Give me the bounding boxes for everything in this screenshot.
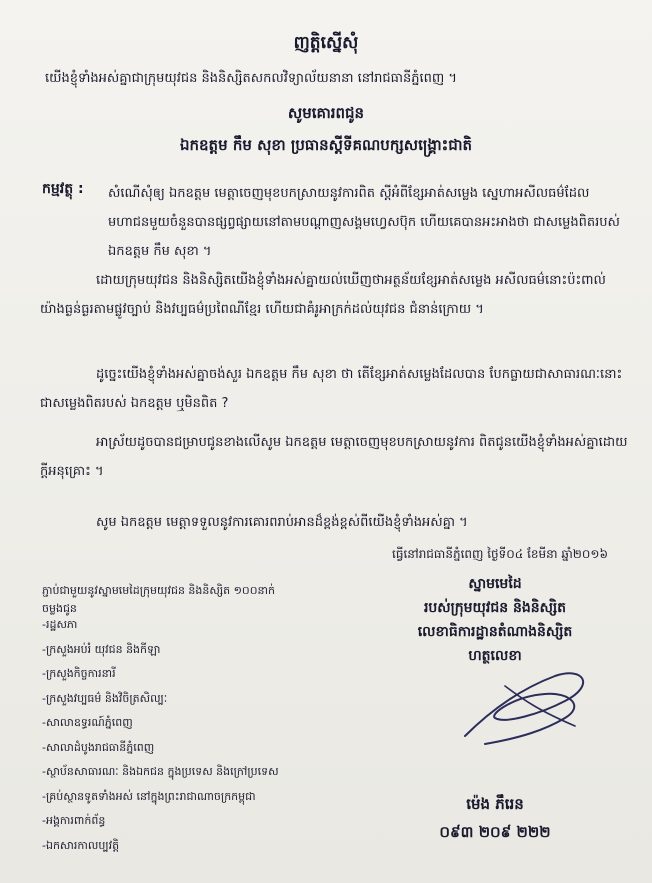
cc-list-item: -ក្រសួងអប់រំ យុវជន និងកីឡា <box>42 642 161 656</box>
subject-body: សំណើសុំឲ្យ ឯកឧត្តម មេត្តាចេញមុខបកស្រាយនូវការពិត ស្ដីអំពីខ្សែអាត់សម្លេង ស្នេហាអសីលធម៌ដែលមហាជនមួយចំនួនបានផ្សព្វផ្សាយនៅតាមបណ្ដាញសង្គមហ្វេសប៊ុក ហើយគេបានអះអាងថា ជាសម្លេងពិតរបស់ ឯកឧត្តម កឹម សុខា ។ <box>108 186 620 259</box>
signer-name: ម៉េង ភឹរេន <box>466 795 524 813</box>
signer-phone: ០៩៣ ២០៩ ២២២ <box>439 823 551 841</box>
recipient-salutation: សូមគោរពជូន <box>287 104 365 122</box>
cc-list-item: -រដ្ឋសភា <box>42 618 78 631</box>
cc-list-item: -ស្ថាប័នសាធារណៈ និងឯកជន ក្នុងប្រទេស និងក្រៅប្រទេស <box>42 765 279 778</box>
cc-attachment-note: ភ្ជាប់ជាមួយនូវស្នាមមេដៃក្រុមយុវជន និងនិស្សិត ១០០នាក់ <box>42 584 275 597</box>
signature-block-line-3: លេខាធិការដ្ឋានតំណាងនិស្សិត <box>417 624 573 640</box>
signature-block-line-2: របស់ក្រុមយុវជន និងនិស្សិត <box>423 600 567 616</box>
recipient-name: ឯកឧត្តម កឹម សុខា ប្រធានស្ដីទីគណបក្សសង្គ្រោះជាតិ <box>179 136 472 154</box>
paragraph-4 <box>40 508 630 537</box>
signature-block-line-1: ស្នាមមេដៃ <box>468 576 522 592</box>
cc-list-item: -គ្រប់ស្ថានទូតទាំងអស់ នៅក្នុងព្រះរាជាណាចក្រកម្ពុជា <box>42 789 256 803</box>
paragraph-2-text: ដូច្នេះយើងខ្ញុំទាំងអស់គ្នាចង់សួរ ឯកឧត្តម កឹម សុខា ថា តើខ្សែអាត់សម្លេងដែលបាន បែកធ្លាយជាសាធារណៈនោះជាសម្លេងពិតរបស់ ឯកឧត្តម ឬមិនពិត ? <box>40 367 623 411</box>
cc-list-item: -អង្គការពាក់ព័ន្ធ <box>42 814 106 827</box>
signature-block <box>350 572 640 668</box>
cc-list-item: -សាលាឧទ្ធរណ៍ភ្នំពេញ <box>42 716 133 729</box>
intro-line: យើងខ្ញុំទាំងអស់គ្នាជាក្រុមយុវជន និងនិស្សិតសកលវិទ្យាល័យនានា នៅរាជធានីភ្នំពេញ ។ <box>45 71 457 86</box>
paragraph-4-text: សូម ឯកឧត្តម មេត្តាទទួលនូវការគោរពរាប់អានដ៏ខ្ពង់ខ្ពស់ពីយើងខ្ញុំទាំងអស់គ្នា ។ <box>96 515 468 530</box>
date-line: ធ្វើនៅរាជធានីភ្នំពេញ ថ្ងៃទី០៤ ខែមីនា ឆ្នាំ២០១៦ <box>392 547 608 561</box>
handwritten-signature <box>445 656 615 756</box>
paragraph-3 <box>40 428 630 486</box>
signer-info <box>350 790 640 846</box>
cc-list-item: -ក្រសួងវប្បធម៌ និងវិចិត្រសិល្បៈ <box>42 691 168 705</box>
cc-list <box>42 613 342 858</box>
paragraph-3-text: អាស្រ័យដូចបានជម្រាបជូនខាងលើសូម ឯកឧត្តម មេត្តាចេញមុខបកស្រាយនូវការ ពិតជូនយើងខ្ញុំទាំងអស់គ្នាដោយក្ដីអនុគ្រោះ ។ <box>40 435 628 479</box>
cc-list-item: -សាលាដំបូងរាជធានីភ្នំពេញ <box>42 740 155 754</box>
paragraph-1 <box>40 266 630 324</box>
paragraph-2 <box>40 360 630 418</box>
paragraph-1-text: ដោយក្រុមយុវជន និងនិស្សិតយើងខ្ញុំទាំងអស់គ្នាយល់ឃើញថាអត្ថន័យខ្សែអាត់សម្លេង អសីលធម៌នោះប៉ះពាល់យ៉ាងធ្ងន់ធ្ងរតាមផ្លូវច្បាប់ និងវប្បធម៌ប្រពៃណីខ្មែរ ហើយជាគំរូអាក្រក់ដល់យុវជន ជំនាន់ក្រោយ ។ <box>40 273 606 317</box>
cc-list-item: -ក្រសួងកិច្ចការនារី <box>42 667 116 680</box>
document-title: ញត្តិស្នើសុំ <box>293 33 359 53</box>
cc-list-item: -ឯកសារកាលប្បវត្តិ <box>42 838 120 852</box>
signature-block-line-4: ហត្ថលេខា <box>468 648 522 664</box>
subject-label: កម្មវត្ថុ : <box>42 181 84 197</box>
cc-subheading: ចម្លងជូន <box>42 602 77 615</box>
